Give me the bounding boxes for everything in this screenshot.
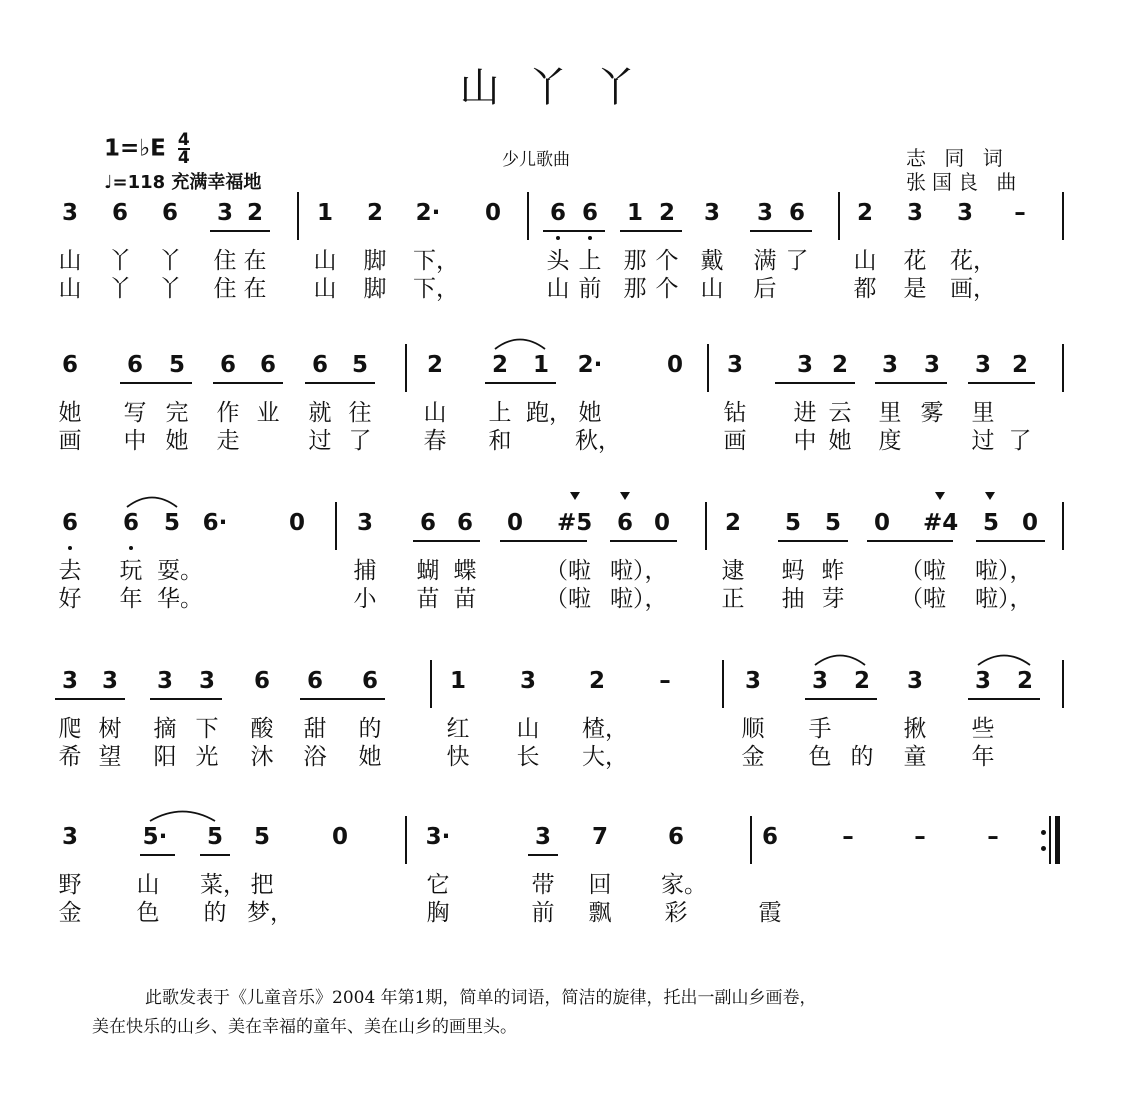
note: 3 bbox=[974, 352, 991, 378]
beam-underline bbox=[413, 540, 480, 542]
lyric-verse-1: 摘 bbox=[153, 716, 177, 742]
key-signature bbox=[104, 132, 190, 166]
note: 6 bbox=[259, 352, 276, 378]
bar-line bbox=[430, 660, 432, 708]
lyric-verse-1: 树 bbox=[98, 716, 122, 742]
note: 2 bbox=[856, 200, 873, 226]
lyric-verse-1: 耍。 bbox=[157, 558, 203, 584]
lyric-verse-1: 脚 bbox=[363, 248, 387, 274]
lyric-verse-1: 她 bbox=[58, 400, 82, 426]
lyric-verse-2: 过 bbox=[308, 428, 332, 454]
beam-underline bbox=[500, 540, 587, 542]
beam-underline bbox=[775, 382, 855, 384]
note: 3 bbox=[356, 510, 373, 536]
beam-underline bbox=[140, 854, 175, 856]
lyric-verse-2: 秋， bbox=[575, 428, 621, 454]
note: 3 bbox=[796, 352, 813, 378]
lyric-verse-2: 正 bbox=[721, 586, 745, 612]
lyric-verse-2: 了 bbox=[1008, 428, 1032, 454]
lyric-verse-2: 啦）， bbox=[975, 586, 1033, 612]
lyric-verse-1: 菜， bbox=[200, 872, 246, 898]
lyric-verse-2: 胸 bbox=[426, 900, 450, 926]
bar-line bbox=[1062, 502, 1064, 550]
lyric-verse-1: 里 bbox=[878, 400, 902, 426]
bar-line bbox=[405, 344, 407, 392]
lyric-verse-1: 揪 bbox=[903, 716, 927, 742]
lyric-verse-2: 她 bbox=[358, 744, 382, 770]
note: 5 bbox=[163, 510, 180, 536]
note: 2 bbox=[1011, 352, 1028, 378]
lyric-verse-1: 啦）， bbox=[610, 558, 668, 584]
lyric-verse-1: 它 bbox=[426, 872, 450, 898]
bar-line bbox=[335, 502, 337, 550]
note: 6 bbox=[788, 200, 805, 226]
lyric-verse-2: （啦 bbox=[900, 586, 946, 612]
lyric-verse-1: 蚱 bbox=[821, 558, 845, 584]
lyric-verse-1: 带 bbox=[531, 872, 555, 898]
note: 6 bbox=[122, 510, 139, 536]
note: – bbox=[659, 668, 671, 694]
lyric-verse-2: 都 bbox=[853, 276, 877, 302]
lyric-verse-1: 蝴 bbox=[416, 558, 440, 584]
beam-underline bbox=[976, 540, 1045, 542]
lyric-verse-2: 画 bbox=[723, 428, 747, 454]
beam-underline bbox=[150, 698, 222, 700]
note: 2 bbox=[658, 200, 675, 226]
note: 2 bbox=[426, 352, 443, 378]
lyricist-credit: 志 同 词 bbox=[906, 146, 1009, 170]
lyric-verse-2: 那 bbox=[623, 276, 647, 302]
lyric-verse-1: 在 bbox=[243, 248, 267, 274]
lyric-verse-1: 里 bbox=[971, 400, 995, 426]
time-sig-bottom: 4 bbox=[177, 148, 190, 168]
beam-underline bbox=[875, 382, 947, 384]
note: – bbox=[842, 824, 854, 850]
tempo-marking: ♩=118 充满幸福地 bbox=[104, 172, 262, 193]
note: – bbox=[1014, 200, 1026, 226]
lyric-verse-2: 金 bbox=[741, 744, 765, 770]
lyric-verse-2: 住 bbox=[213, 276, 237, 302]
slur bbox=[978, 652, 1030, 666]
note: 0 bbox=[1021, 510, 1038, 536]
note: 6 bbox=[311, 352, 328, 378]
bar-line bbox=[750, 816, 752, 864]
lyric-verse-1: （啦 bbox=[900, 558, 946, 584]
note: 1 bbox=[449, 668, 466, 694]
beam-underline bbox=[213, 382, 283, 384]
lyric-verse-1: 去 bbox=[58, 558, 82, 584]
note: 2 bbox=[366, 200, 383, 226]
lyric-verse-1: 山 bbox=[516, 716, 540, 742]
note: 3 bbox=[216, 200, 233, 226]
lyric-verse-1: 了 bbox=[785, 248, 809, 274]
lyric-verse-2: （啦 bbox=[545, 586, 591, 612]
lyric-verse-2: 大， bbox=[582, 744, 628, 770]
lyric-verse-2: 前 bbox=[531, 900, 555, 926]
lyric-verse-2: 童 bbox=[903, 744, 927, 770]
lyric-verse-1: 顺 bbox=[741, 716, 765, 742]
note: 2 bbox=[831, 352, 848, 378]
note: 6 bbox=[419, 510, 436, 536]
lyric-verse-2: 她 bbox=[828, 428, 852, 454]
note: 0 bbox=[288, 510, 305, 536]
note: 3 bbox=[906, 668, 923, 694]
time-signature bbox=[178, 132, 190, 166]
lyric-verse-1: 蚂 bbox=[781, 558, 805, 584]
lyric-verse-2: 啦）， bbox=[610, 586, 668, 612]
note: 5 bbox=[982, 510, 999, 536]
lyric-verse-1: 雾 bbox=[920, 400, 944, 426]
note: 0 bbox=[653, 510, 670, 536]
beam-underline bbox=[750, 230, 812, 232]
lyric-verse-1: 往 bbox=[348, 400, 372, 426]
note: 3 bbox=[61, 668, 78, 694]
lyric-verse-1: 写 bbox=[123, 400, 147, 426]
lyric-verse-2: 飘 bbox=[588, 900, 612, 926]
note: 6 bbox=[616, 510, 633, 536]
accent-mark bbox=[935, 492, 945, 500]
note: 2 bbox=[491, 352, 508, 378]
lyric-verse-2: 抽 bbox=[781, 586, 805, 612]
low-octave-dot bbox=[129, 546, 133, 550]
note: 2· bbox=[415, 200, 441, 226]
lyric-verse-1: 丫 bbox=[108, 248, 132, 274]
beam-underline bbox=[867, 540, 953, 542]
lyric-verse-2: 望 bbox=[98, 744, 122, 770]
note: 3 bbox=[198, 668, 215, 694]
repeat-thick-bar bbox=[1055, 816, 1060, 864]
bar-line bbox=[705, 502, 707, 550]
note: 6 bbox=[306, 668, 323, 694]
lyric-verse-1: 进 bbox=[793, 400, 817, 426]
note: 5 bbox=[784, 510, 801, 536]
lyric-verse-1: 头 bbox=[546, 248, 570, 274]
bar-line bbox=[527, 192, 529, 240]
lyric-verse-1: 的 bbox=[358, 716, 382, 742]
repeat-dot bbox=[1041, 846, 1046, 851]
lyric-verse-1: 捕 bbox=[353, 558, 377, 584]
lyric-verse-2: 画 bbox=[58, 428, 82, 454]
lyric-verse-1: 住 bbox=[213, 248, 237, 274]
lyric-verse-2: 度 bbox=[878, 428, 902, 454]
note: 3 bbox=[956, 200, 973, 226]
lyric-verse-1: 啦）， bbox=[975, 558, 1033, 584]
lyric-verse-2: 年 bbox=[971, 744, 995, 770]
note: 6· bbox=[202, 510, 228, 536]
note: 5 bbox=[351, 352, 368, 378]
lyric-verse-1: 楂， bbox=[582, 716, 628, 742]
lyric-verse-1: 下， bbox=[413, 248, 459, 274]
slur bbox=[815, 652, 865, 666]
lyric-verse-1: 些 bbox=[971, 716, 995, 742]
note: #4 bbox=[923, 510, 959, 536]
note: 0 bbox=[331, 824, 348, 850]
bar-line bbox=[297, 192, 299, 240]
lyric-verse-2: 年 bbox=[119, 586, 143, 612]
beam-underline bbox=[543, 230, 605, 232]
lyric-verse-2: 快 bbox=[446, 744, 470, 770]
note: 6 bbox=[126, 352, 143, 378]
note: 3 bbox=[974, 668, 991, 694]
note: 0 bbox=[666, 352, 683, 378]
lyric-verse-2: 春 bbox=[423, 428, 447, 454]
beam-underline bbox=[528, 854, 558, 856]
note: 6 bbox=[61, 352, 78, 378]
note: 3 bbox=[923, 352, 940, 378]
note: 3 bbox=[726, 352, 743, 378]
lyric-verse-2: 好 bbox=[58, 586, 82, 612]
beam-underline bbox=[610, 540, 677, 542]
note: 2 bbox=[588, 668, 605, 694]
note: 6 bbox=[761, 824, 778, 850]
lyric-verse-1: 钻 bbox=[723, 400, 747, 426]
note: 3 bbox=[61, 824, 78, 850]
beam-underline bbox=[305, 382, 375, 384]
lyric-verse-2: 山 bbox=[546, 276, 570, 302]
lyric-verse-2: 画， bbox=[950, 276, 996, 302]
lyric-verse-1: 逮 bbox=[721, 558, 745, 584]
beam-underline bbox=[620, 230, 682, 232]
lyric-verse-2: 脚 bbox=[363, 276, 387, 302]
lyric-verse-2: 金 bbox=[58, 900, 82, 926]
lyric-verse-1: 作 bbox=[216, 400, 240, 426]
lyric-verse-2: 希 bbox=[58, 744, 82, 770]
lyric-verse-2: 沐 bbox=[250, 744, 274, 770]
note: 6 bbox=[549, 200, 566, 226]
lyric-verse-1: 手 bbox=[808, 716, 832, 742]
lyric-verse-1: 完 bbox=[165, 400, 189, 426]
low-octave-dot bbox=[588, 236, 592, 240]
note: 5 bbox=[824, 510, 841, 536]
repeat-thin-bar bbox=[1049, 816, 1051, 864]
note: 1 bbox=[316, 200, 333, 226]
bar-line bbox=[707, 344, 709, 392]
note: 3 bbox=[156, 668, 173, 694]
lyric-verse-1: 花 bbox=[903, 248, 927, 274]
lyric-verse-2: 丫 bbox=[158, 276, 182, 302]
lyric-verse-2: 山 bbox=[58, 276, 82, 302]
beam-underline bbox=[485, 382, 556, 384]
lyric-verse-1: 跑， bbox=[526, 400, 572, 426]
lyric-verse-2: 的 bbox=[203, 900, 227, 926]
lyric-verse-2: 彩 bbox=[664, 900, 688, 926]
lyric-verse-1: 野 bbox=[58, 872, 82, 898]
note: 3 bbox=[703, 200, 720, 226]
note: 6 bbox=[361, 668, 378, 694]
lyric-verse-1: 她 bbox=[578, 400, 602, 426]
note: 2· bbox=[577, 352, 603, 378]
lyric-verse-2: 山 bbox=[313, 276, 337, 302]
note: – bbox=[987, 824, 999, 850]
note: 7 bbox=[591, 824, 608, 850]
lyric-verse-1: 花， bbox=[950, 248, 996, 274]
low-octave-dot bbox=[68, 546, 72, 550]
lyric-verse-1: 上 bbox=[488, 400, 512, 426]
lyric-verse-2: 个 bbox=[655, 276, 679, 302]
note: 6 bbox=[219, 352, 236, 378]
lyric-verse-2: 华。 bbox=[157, 586, 203, 612]
note: 3 bbox=[881, 352, 898, 378]
lyric-verse-1: 那 bbox=[623, 248, 647, 274]
lyric-verse-2: 的 bbox=[850, 744, 874, 770]
note: #5 bbox=[557, 510, 593, 536]
note: 2 bbox=[724, 510, 741, 536]
lyric-verse-1: 回 bbox=[588, 872, 612, 898]
bar-line bbox=[722, 660, 724, 708]
lyric-verse-2: 过 bbox=[971, 428, 995, 454]
lyric-verse-1: 业 bbox=[256, 400, 280, 426]
lyric-verse-2: 山 bbox=[700, 276, 724, 302]
note: – bbox=[914, 824, 926, 850]
note: 2 bbox=[246, 200, 263, 226]
time-sig-top: 4 bbox=[177, 130, 190, 150]
note: 0 bbox=[484, 200, 501, 226]
note: 6 bbox=[61, 510, 78, 536]
note: 3 bbox=[534, 824, 551, 850]
note: 6 bbox=[581, 200, 598, 226]
note: 5 bbox=[253, 824, 270, 850]
beam-underline bbox=[778, 540, 848, 542]
lyric-verse-1: 酸 bbox=[250, 716, 274, 742]
note: 2 bbox=[853, 668, 870, 694]
lyric-verse-1: 山 bbox=[136, 872, 160, 898]
lyric-verse-1: （啦 bbox=[545, 558, 591, 584]
beam-underline bbox=[300, 698, 385, 700]
lyric-verse-1: 家。 bbox=[661, 872, 707, 898]
key-text: 1=♭E bbox=[104, 135, 166, 162]
beam-underline bbox=[968, 698, 1040, 700]
lyric-verse-2: 是 bbox=[903, 276, 927, 302]
bar-line bbox=[838, 192, 840, 240]
note: 1 bbox=[626, 200, 643, 226]
note: 1 bbox=[532, 352, 549, 378]
lyric-verse-1: 红 bbox=[446, 716, 470, 742]
lyric-verse-2: 走 bbox=[216, 428, 240, 454]
bar-line bbox=[1062, 192, 1064, 240]
song-title: 山丫丫 bbox=[459, 65, 664, 111]
lyric-verse-1: 爬 bbox=[58, 716, 82, 742]
slur bbox=[495, 336, 545, 350]
note: 3· bbox=[425, 824, 451, 850]
lyric-verse-2: 芽 bbox=[821, 586, 845, 612]
lyric-verse-1: 丫 bbox=[158, 248, 182, 274]
lyric-verse-1: 山 bbox=[313, 248, 337, 274]
lyric-verse-2: 后 bbox=[753, 276, 777, 302]
lyric-verse-2: 光 bbox=[195, 744, 219, 770]
lyric-verse-2: 色 bbox=[808, 744, 832, 770]
lyric-verse-1: 满 bbox=[753, 248, 777, 274]
note: 6 bbox=[456, 510, 473, 536]
slur bbox=[150, 808, 215, 822]
note: 5· bbox=[142, 824, 168, 850]
beam-underline bbox=[805, 698, 877, 700]
lyric-verse-2: 苗 bbox=[453, 586, 477, 612]
note: 6 bbox=[253, 668, 270, 694]
lyric-verse-1: 山 bbox=[58, 248, 82, 274]
accent-mark bbox=[570, 492, 580, 500]
footnote-line-2: 美在快乐的山乡、美在幸福的童年、美在山乡的画里头。 bbox=[92, 1017, 517, 1037]
bar-line bbox=[405, 816, 407, 864]
beam-underline bbox=[55, 698, 125, 700]
lyric-verse-2: 她 bbox=[165, 428, 189, 454]
beam-underline bbox=[120, 382, 192, 384]
repeat-dot bbox=[1041, 830, 1046, 835]
lyric-verse-1: 蝶 bbox=[453, 558, 477, 584]
low-octave-dot bbox=[556, 236, 560, 240]
note: 2 bbox=[1016, 668, 1033, 694]
lyric-verse-2: 中 bbox=[123, 428, 147, 454]
lyric-verse-2: 霞 bbox=[758, 900, 782, 926]
lyric-verse-2: 中 bbox=[793, 428, 817, 454]
accent-mark bbox=[620, 492, 630, 500]
note: 0 bbox=[873, 510, 890, 536]
lyric-verse-1: 下 bbox=[195, 716, 219, 742]
lyric-verse-2: 色 bbox=[136, 900, 160, 926]
bar-line bbox=[1062, 660, 1064, 708]
lyric-verse-2: 阳 bbox=[153, 744, 177, 770]
note: 0 bbox=[506, 510, 523, 536]
lyric-verse-1: 玩 bbox=[119, 558, 143, 584]
note: 3 bbox=[744, 668, 761, 694]
lyric-verse-1: 甜 bbox=[303, 716, 327, 742]
lyric-verse-2: 和 bbox=[488, 428, 512, 454]
slur bbox=[127, 494, 177, 508]
footnote-line-1: 此歌发表于《儿童音乐》2004 年第1期，简单的词语，简洁的旋律，托出一副山乡画卷， bbox=[145, 988, 817, 1008]
note: 5 bbox=[206, 824, 223, 850]
beam-underline bbox=[200, 854, 230, 856]
lyric-verse-1: 云 bbox=[828, 400, 852, 426]
bar-line bbox=[1062, 344, 1064, 392]
lyric-verse-2: 在 bbox=[243, 276, 267, 302]
lyric-verse-2: 了 bbox=[348, 428, 372, 454]
lyric-verse-2: 长 bbox=[516, 744, 540, 770]
genre-label: 少儿歌曲 bbox=[502, 150, 570, 170]
note: 6 bbox=[161, 200, 178, 226]
note: 6 bbox=[111, 200, 128, 226]
lyric-verse-1: 上 bbox=[578, 248, 602, 274]
beam-underline bbox=[968, 382, 1035, 384]
note: 3 bbox=[906, 200, 923, 226]
lyric-verse-1: 山 bbox=[853, 248, 877, 274]
lyric-verse-2: 浴 bbox=[303, 744, 327, 770]
lyric-verse-2: 小 bbox=[353, 586, 377, 612]
lyric-verse-2: 下， bbox=[413, 276, 459, 302]
lyric-verse-1: 把 bbox=[250, 872, 274, 898]
lyric-verse-1: 山 bbox=[423, 400, 447, 426]
lyric-verse-2: 苗 bbox=[416, 586, 440, 612]
beam-underline bbox=[210, 230, 270, 232]
note: 3 bbox=[61, 200, 78, 226]
lyric-verse-2: 丫 bbox=[108, 276, 132, 302]
lyric-verse-1: 戴 bbox=[700, 248, 724, 274]
note: 6 bbox=[667, 824, 684, 850]
composer-credit: 张国良 曲 bbox=[906, 170, 1023, 194]
note: 3 bbox=[756, 200, 773, 226]
note: 5 bbox=[168, 352, 185, 378]
lyric-verse-1: 个 bbox=[655, 248, 679, 274]
lyric-verse-2: 前 bbox=[578, 276, 602, 302]
accent-mark bbox=[985, 492, 995, 500]
lyric-verse-2: 梦， bbox=[247, 900, 293, 926]
lyric-verse-1: 就 bbox=[308, 400, 332, 426]
note: 3 bbox=[519, 668, 536, 694]
note: 3 bbox=[101, 668, 118, 694]
note: 3 bbox=[811, 668, 828, 694]
